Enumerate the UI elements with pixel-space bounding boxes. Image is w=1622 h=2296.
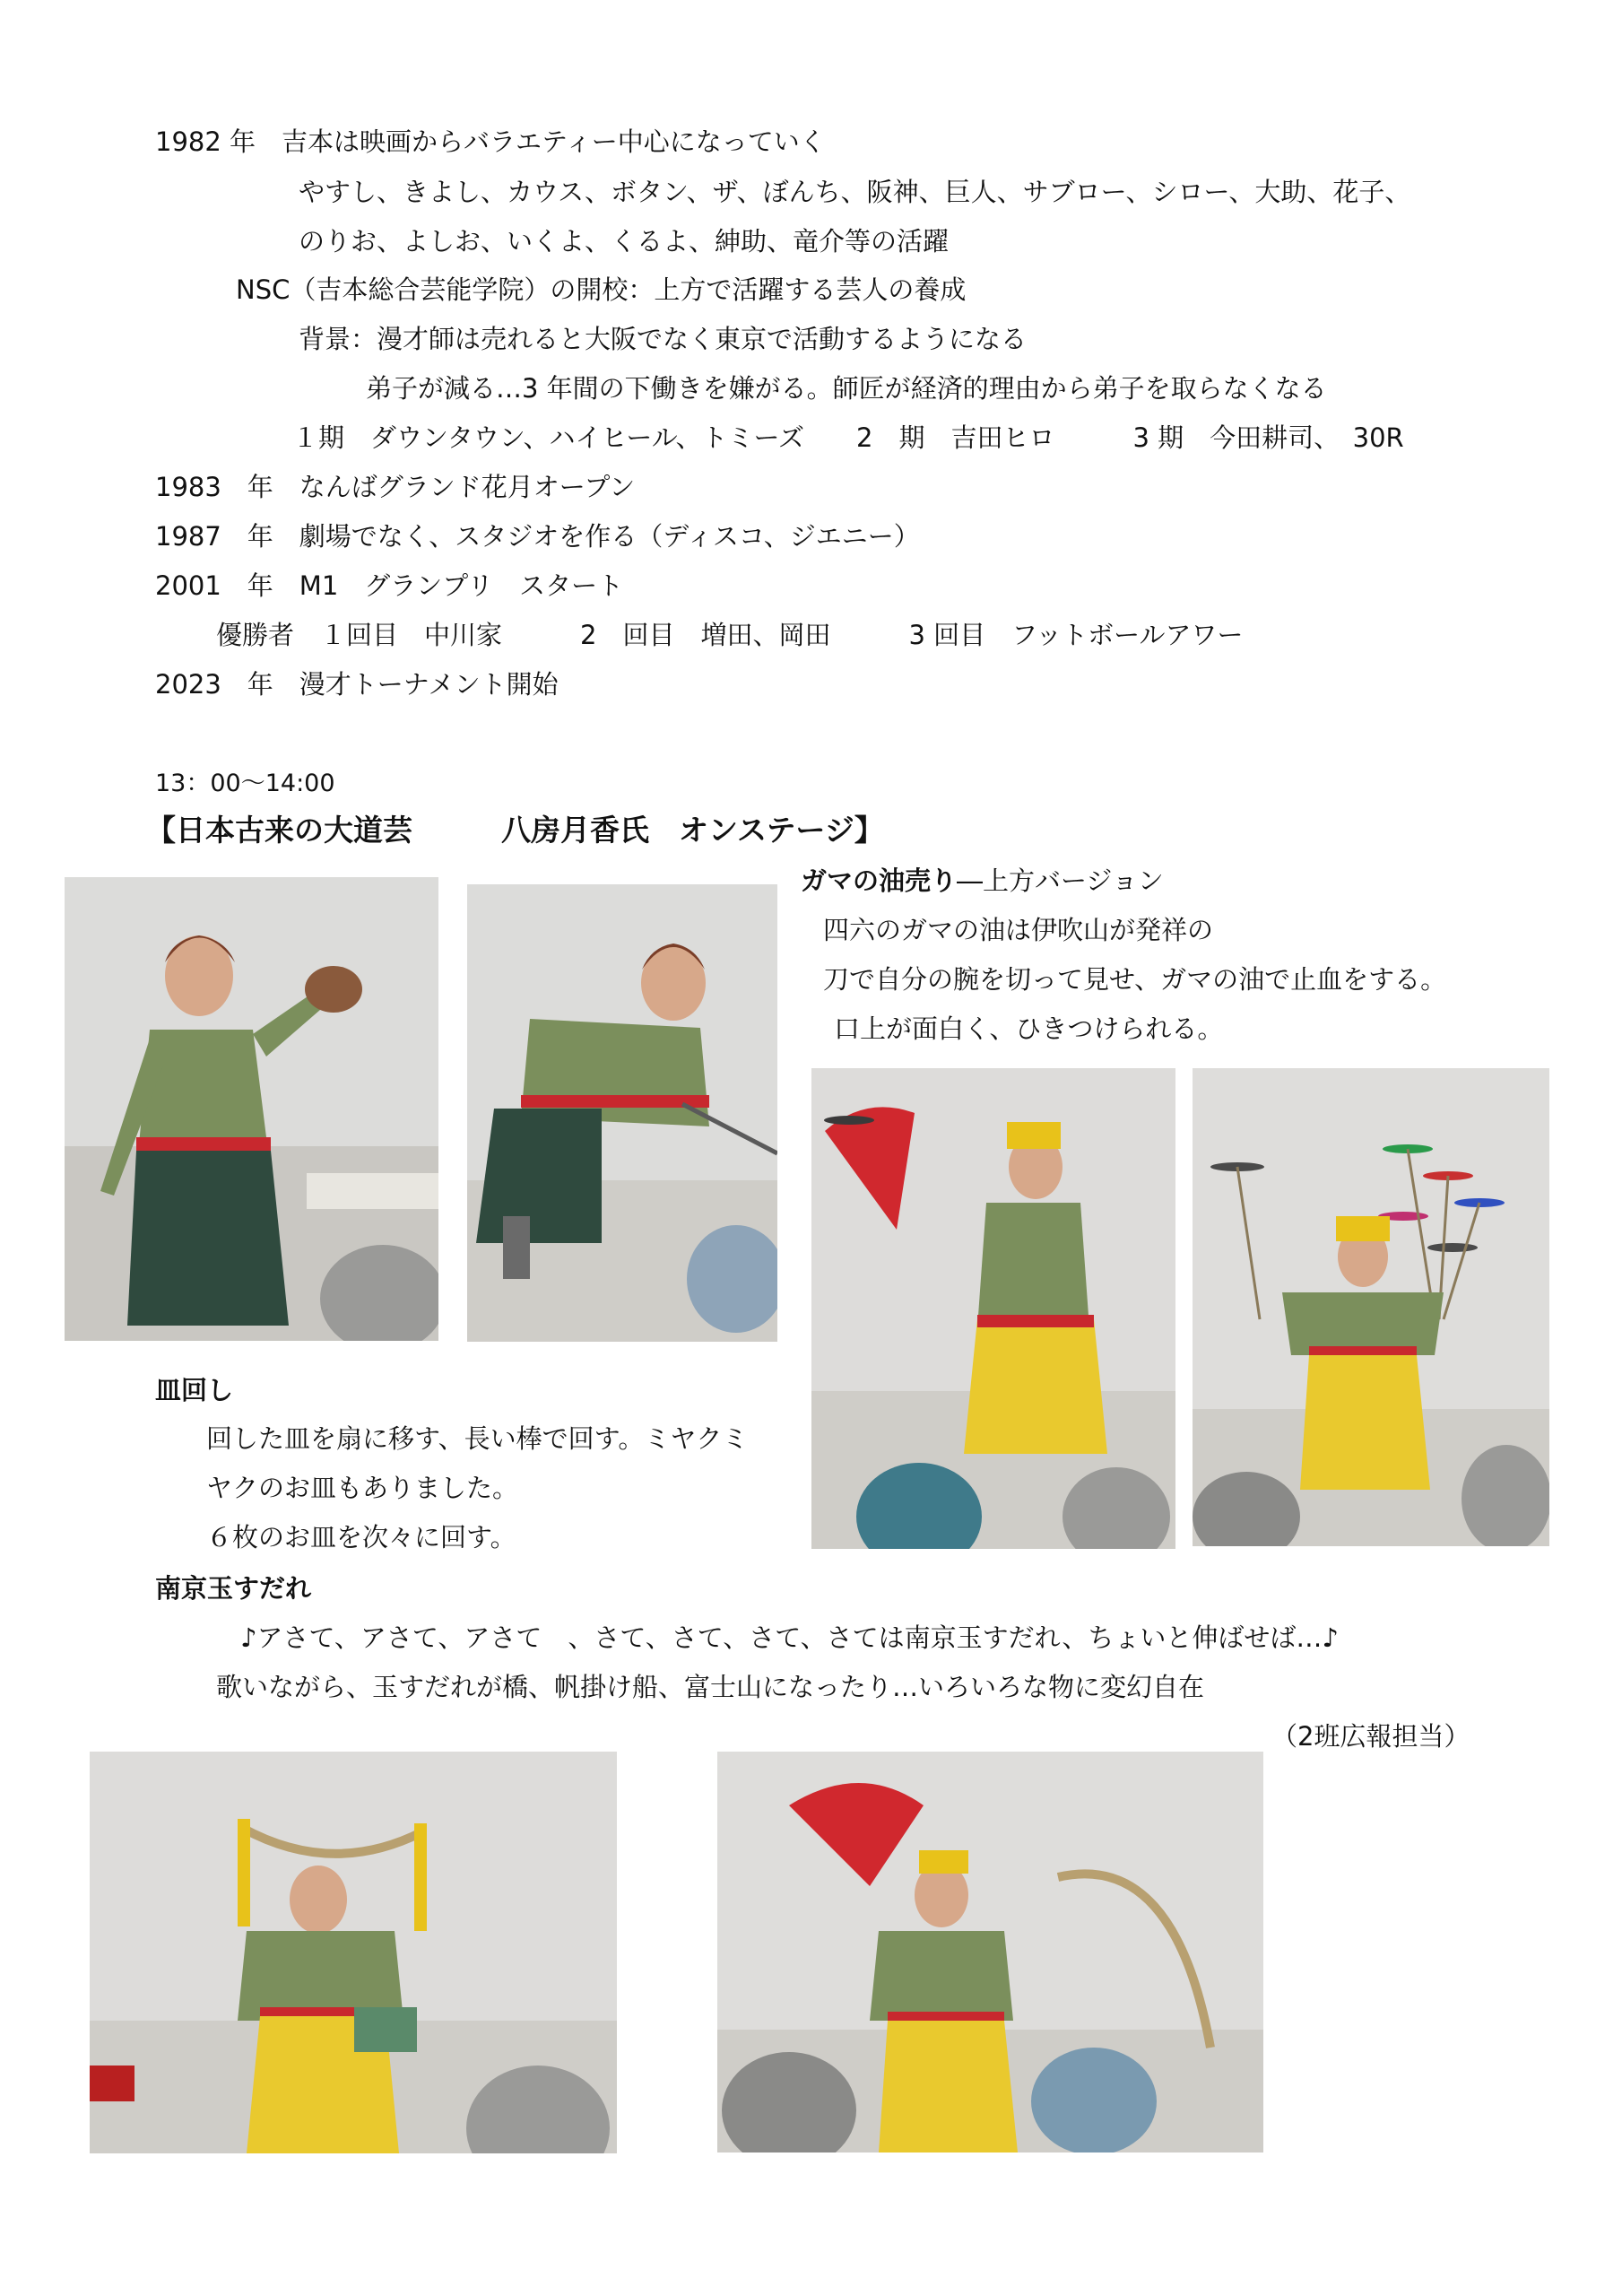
gama-heading-bold: ガマの油売り [801,865,958,896]
gama-line-2: 刀で自分の腕を切って見せ、ガマの油で止血をする。 [823,964,1447,995]
photo-sara-fan [811,1068,1175,1549]
sara-heading: 皿回し [155,1375,234,1405]
nankin-song-line: ♪アさて、アさて、アさて 、さて、さて、さて、さては南京玉すだれ、ちょいと伸ばせば…♪ [240,1622,1339,1653]
gama-line-3: 口上が面白く、ひきつけられる。 [834,1013,1224,1044]
sara-line-2: ヤクのお皿もありました。 [206,1473,519,1503]
photo-sara-six-plates [1193,1068,1549,1546]
history-background-line: 背景：漫才師は売れると大阪でなく東京で活動するようになる [299,324,1028,354]
history-performers-line-2: のりお、よしお、いくよ、くるよ、紳助、竜介等の活躍 [299,226,950,257]
history-performers-line-1: やすし、きよし、カウス、ボタン、ザ、ぼんち、阪神、巨人、サブロー、シロー、大助、花子、 [299,177,1411,207]
history-line-2001: 2001 年 M1 グランプリ スタート [155,570,624,601]
gama-line-1: 四六のガマの油は伊吹山が発祥の [823,915,1214,945]
gama-heading-rest: ―上方バージョン [957,865,1164,896]
photo-gama-toad [65,877,438,1341]
history-nsc-line: NSC（吉本総合芸能学院）の開校：上方で活躍する芸人の養成 [236,274,967,305]
event-time: 13：00～14:00 [155,770,335,797]
photo-tamasudare-fan [717,1752,1263,2152]
event-title: 【日本古来の大道芸 八房月香氏 オンステージ】 [146,813,884,848]
credit: （2班広報担当） [1271,1721,1470,1752]
sara-line-3: ６枚のお皿を次々に回す。 [206,1522,516,1552]
history-apprentice-line: 弟子が減る…3 年間の下働きを嫌がる。師匠が経済的理由から弟子を取らなくなる [366,373,1327,404]
photo-gama-sword [467,884,777,1342]
history-line-1983: 1983 年 なんばグランド花月オープン [155,472,636,502]
nankin-heading: 南京玉すだれ [155,1573,312,1604]
sara-line-1: 回した皿を扇に移す、長い棒で回す。ミヤクミ [206,1423,749,1454]
photo-tamasudare-bridge [90,1752,617,2153]
history-line-1982: 1982 年 吉本は映画からバラエティー中心になっていく [155,126,826,157]
gama-heading [801,865,1164,897]
history-winners-line: 優勝者 １回目 中川家 2 回目 増田、岡田 3 回目 フットボールアワー [216,620,1244,650]
history-line-2023: 2023 年 漫才トーナメント開始 [155,669,559,700]
history-line-1987: 1987 年 劇場でなく、スタジオを作る（ディスコ、ジエニー） [155,521,920,552]
history-nsc-classes-line: １期 ダウンタウン、ハイヒール、トミーズ 2 期 吉田ヒロ 3 期 今田耕司、 30R [292,422,1404,453]
nankin-description-line: 歌いながら、玉すだれが橋、帆掛け船、富士山になったり…いろいろな物に変幻自在 [216,1672,1205,1702]
